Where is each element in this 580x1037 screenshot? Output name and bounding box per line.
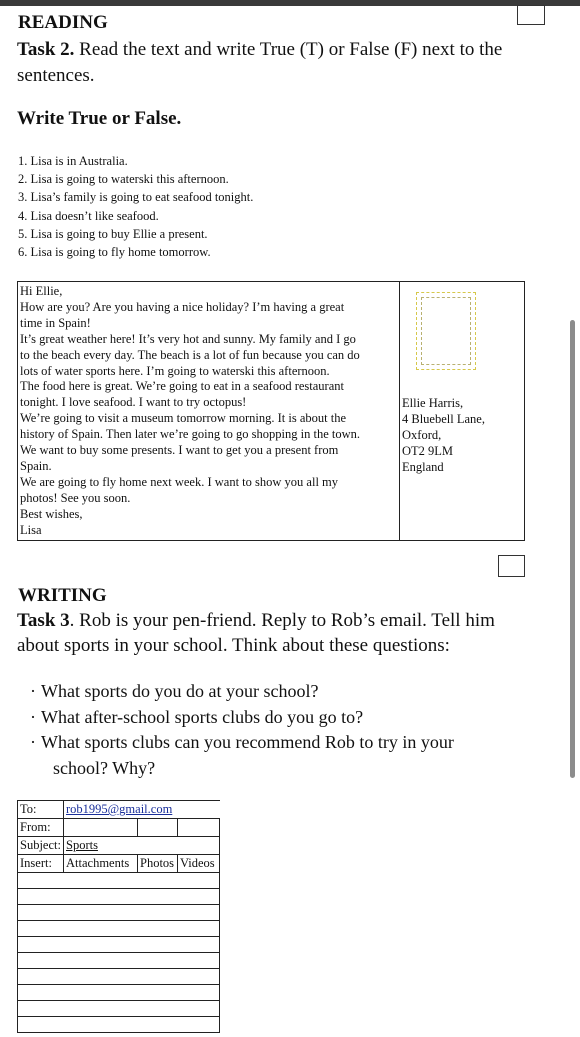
email-body-line[interactable] [18, 905, 220, 921]
from-field-extra[interactable] [138, 819, 178, 837]
letter-line: Best wishes, [20, 506, 83, 521]
list-item: 2. Lisa is going to waterski this afternoon. [18, 172, 229, 187]
letter-line: history of Spain. Then later we’re going to go shopping in the town. [20, 427, 360, 442]
subject-label: Subject: [18, 837, 64, 855]
stamp-icon [416, 292, 476, 370]
email-body-line[interactable] [18, 1017, 220, 1033]
reading-heading: READING [18, 12, 108, 33]
letter-line: We’re going to visit a museum tomorrow morning. It is about the [20, 411, 347, 426]
bullet-dot: · [30, 732, 36, 752]
email-body-line[interactable] [18, 953, 220, 969]
address-line: 4 Bluebell Lane, [402, 412, 485, 426]
writing-task-text-2: about sports in your school. Think about these questions: [17, 635, 450, 656]
question-item: What sports clubs can you recommend Rob to try in your [41, 732, 454, 752]
letter-line: We want to buy some presents. I want to get you a present from [20, 443, 339, 458]
letter-line: tonight. I love seafood. I want to try octopus! [20, 395, 247, 410]
bullet-dot: · [30, 706, 36, 727]
subject-value[interactable]: Sports [66, 838, 98, 852]
email-body-line[interactable] [18, 985, 220, 1001]
letter-line: photos! See you soon. [20, 490, 131, 505]
email-form [17, 800, 220, 1033]
email-body-line[interactable] [18, 1001, 220, 1017]
writing-task-label: Task 3 [17, 610, 70, 631]
from-field-extra[interactable] [178, 819, 220, 837]
reading-subheading: Write True or False. [17, 108, 182, 129]
list-item: 1. Lisa is in Australia. [18, 154, 128, 168]
email-body-line[interactable] [18, 873, 220, 889]
from-label: From: [18, 819, 64, 837]
writing-heading: WRITING [18, 585, 107, 606]
address-line: Oxford, [402, 428, 442, 442]
address-line: OT2 9LM [402, 444, 454, 458]
letter-text [20, 284, 398, 539]
writing-score-box[interactable] [498, 555, 525, 577]
bullet-dot: · [30, 681, 36, 701]
reading-task-text-2: sentences. [17, 65, 95, 86]
reading-task-label: Task 2. [17, 39, 75, 60]
postcard-address [402, 395, 485, 475]
question-item: What sports do you do at your school? [41, 681, 319, 701]
letter-line: How are you? Are you having a nice holiday? I’m having a great [20, 299, 345, 314]
writing-task-text-1: . Rob is your pen-friend. Reply to Rob’s email. Tell him [69, 610, 495, 631]
from-field[interactable] [64, 819, 138, 837]
list-item: 4. Lisa doesn’t like seafood. [18, 208, 159, 223]
list-item: 5. Lisa is going to buy Ellie a present. [18, 226, 208, 241]
letter-line: Hi Ellie, [20, 284, 63, 298]
letter-line: time in Spain! [20, 315, 91, 330]
photos-button[interactable]: Photos [138, 855, 178, 873]
insert-label: Insert: [18, 855, 64, 873]
scrollbar[interactable] [570, 320, 575, 778]
letter-line: It’s great weather here! It’s very hot and sunny. My family and I go [20, 331, 356, 346]
letter-line: Spain. [20, 458, 52, 473]
attachments-button[interactable]: Attachments [64, 855, 138, 873]
question-item-continued: school? Why? [53, 757, 156, 778]
letter-line: The food here is great. We’re going to eat in a seafood restaurant [20, 379, 344, 394]
email-body-line[interactable] [18, 937, 220, 953]
reading-score-box[interactable] [517, 5, 545, 25]
top-bar [0, 0, 580, 6]
email-body-line[interactable] [18, 921, 220, 937]
email-body-line[interactable] [18, 969, 220, 985]
letter-line: We are going to fly home next week. I want to show you all my [20, 474, 339, 489]
list-item: 6. Lisa is going to fly home tomorrow. [18, 245, 211, 260]
letter-line: to the beach every day. The beach is a lot of fun because you can do [20, 347, 360, 362]
address-line: Ellie Harris, [402, 396, 464, 410]
videos-button[interactable]: Videos [178, 855, 220, 873]
reading-task-text-1: Read the text and write True (T) or False (F) next to the [74, 39, 503, 60]
reading-task-instruction [17, 37, 567, 89]
postcard [17, 281, 525, 541]
letter-line: lots of water sports here. I’m going to waterski this afternoon. [20, 363, 330, 378]
writing-questions [30, 679, 454, 781]
true-false-list [18, 152, 253, 261]
to-address-link[interactable]: rob1995@gmail.com [66, 802, 173, 816]
address-line: England [402, 460, 444, 474]
postcard-divider [399, 282, 400, 540]
writing-task-instruction [17, 608, 567, 658]
letter-line: Lisa [20, 522, 42, 537]
question-item: What after-school sports clubs do you go to? [41, 706, 364, 727]
list-item: 3. Lisa’s family is going to eat seafood tonight. [18, 190, 254, 205]
email-body-line[interactable] [18, 889, 220, 905]
to-label: To: [18, 801, 64, 819]
